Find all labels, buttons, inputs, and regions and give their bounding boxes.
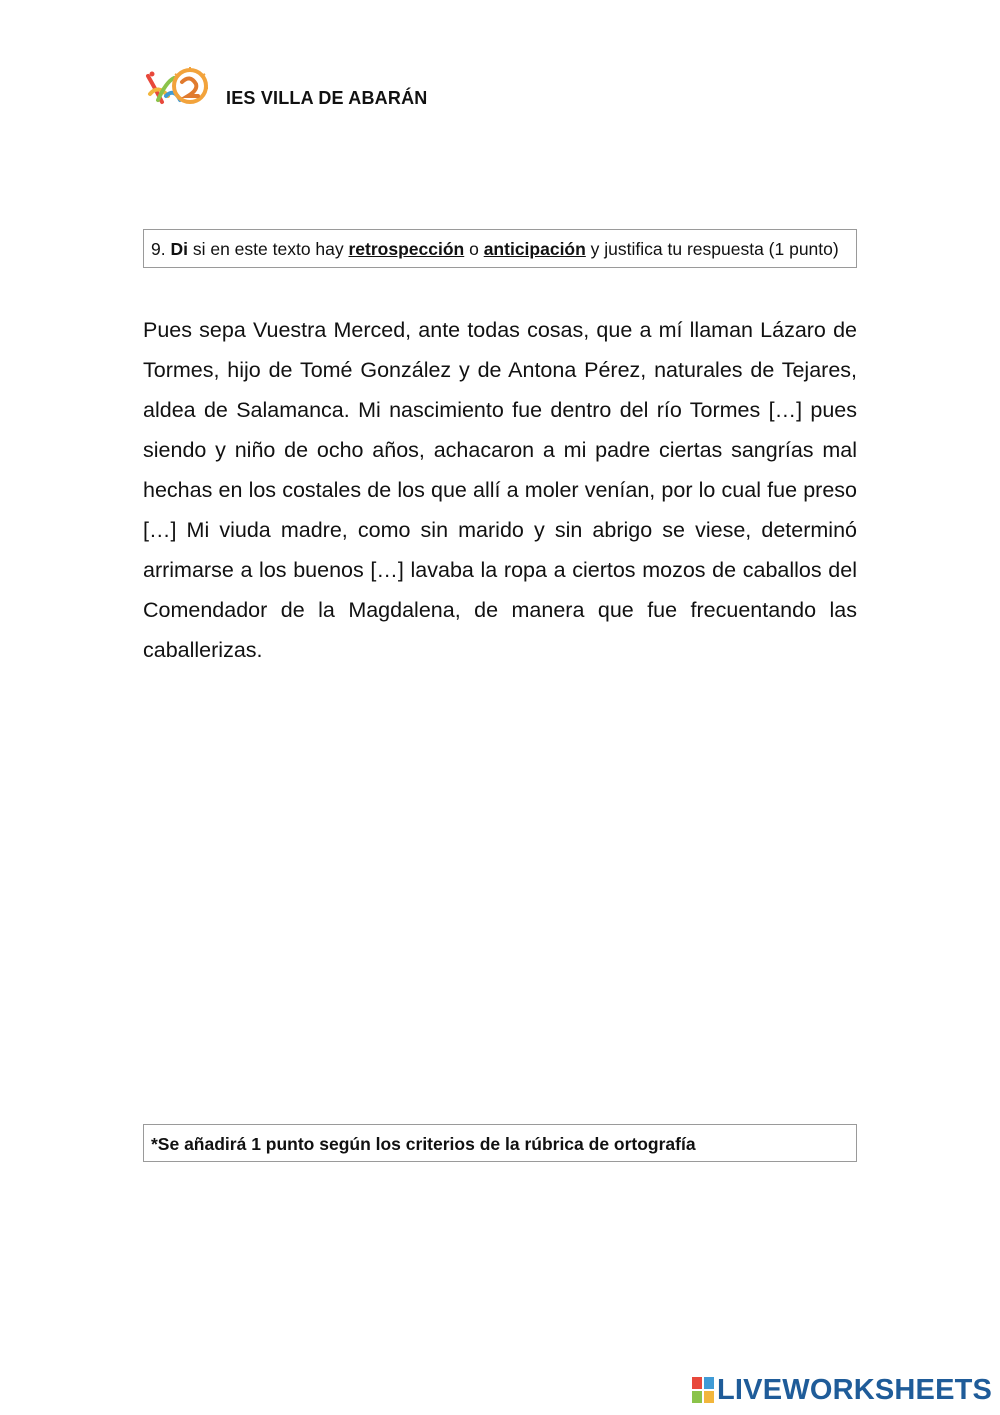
question-text-1: si en este texto hay bbox=[187, 239, 349, 259]
liveworksheets-brand bbox=[692, 1375, 992, 1405]
question-text-2: o bbox=[464, 239, 484, 259]
spelling-note: *Se añadirá 1 punto según los criterios de la rúbrica de ortografía bbox=[143, 1124, 857, 1162]
question-text-3: y justifica tu respuesta (1 punto) bbox=[585, 239, 839, 259]
question-term-retrospeccion: retrospección bbox=[348, 239, 465, 259]
liveworksheets-logo-icon bbox=[692, 1377, 714, 1403]
question-verb: Di bbox=[170, 239, 188, 259]
school-logo-icon bbox=[144, 66, 210, 110]
reading-passage: Pues sepa Vuestra Merced, ante todas cosas, que a mí llaman Lázaro de Tormes, hijo de Tomé González y de Antona Pérez, naturales de Tejares, aldea de Salamanca. Mi nascimiento fue dentro del río Tormes […] pues siendo y niño de ocho años, achacaron a mi padre ciertas sangrías mal hechas en los costales de los que allí a moler venían, por lo cual fue preso […] Mi viuda madre, como sin marido y sin abrigo se viese, determinó arrimarse a los buenos […] lavaba la ropa a ciertos mozos de caballos del Comendador de la Magdalena, de manera que fue frecuentando las caballerizas. bbox=[143, 318, 857, 662]
header bbox=[144, 66, 644, 110]
school-name: IES VILLA DE ABARÁN bbox=[226, 88, 428, 108]
question-box bbox=[143, 229, 857, 268]
liveworksheets-wordmark: LIVEWORKSHEETS bbox=[717, 1374, 993, 1406]
question-number: 9. bbox=[151, 239, 166, 259]
question-term-anticipacion: anticipación bbox=[483, 239, 586, 259]
